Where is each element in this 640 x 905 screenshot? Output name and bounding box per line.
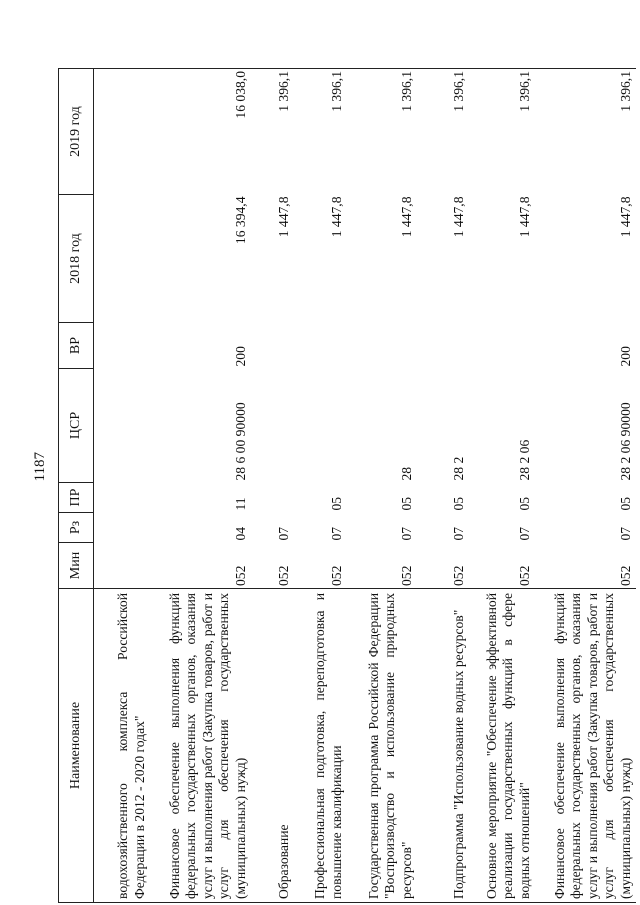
row-2018: 16 394,4 <box>232 196 248 245</box>
row-min: 052 <box>516 565 532 586</box>
row-2019: 1 396,1 <box>295 69 348 195</box>
row-csr: 28 2 <box>451 456 467 481</box>
page-number: 1187 <box>32 452 48 482</box>
row-csr <box>295 369 348 483</box>
row-2019: 16 038,0 <box>150 69 251 195</box>
row-vr <box>470 323 536 369</box>
row-min: 052 <box>328 565 344 586</box>
row-pr: 11 <box>232 497 248 511</box>
table-row <box>470 69 536 903</box>
row-vr: 200 <box>617 346 633 367</box>
header-pr: ПР <box>59 483 94 513</box>
row-name: Финансовое обеспечение выполнения функций федеральных государственных органов, оказания услуг и выполнения работ (Закупка товаров, работ и услуг для обеспечения государственных (муниципальных) нужд) <box>150 589 251 903</box>
row-min: 052 <box>398 565 414 586</box>
header-rz: Рз <box>59 513 94 543</box>
row-name: Подпрограмма "Использование водных ресурсов" <box>417 589 470 903</box>
row-pr: 05 <box>451 496 467 511</box>
row-name: водохозяйственного комплекса Российской Федерации в 2012 - 2020 годах" <box>94 589 151 903</box>
table-row <box>535 69 636 903</box>
rotated-page <box>50 0 640 905</box>
row-2019 <box>94 69 151 195</box>
row-vr <box>417 323 470 369</box>
row-csr <box>251 369 295 483</box>
row-name: Государственная программа Российской Федерации "Воспроизводство и использование природных ресурсов" <box>347 589 417 903</box>
row-vr <box>295 323 348 369</box>
row-pr: 05 <box>328 496 344 511</box>
row-2018: 1 447,8 <box>451 196 467 238</box>
row-2018: 1 447,8 <box>617 196 633 238</box>
row-min: 052 <box>232 565 248 586</box>
row-min: 052 <box>451 565 467 586</box>
row-name: Образование <box>251 589 295 903</box>
header-2019: 2019 год <box>59 69 94 195</box>
row-rz: 07 <box>617 526 633 541</box>
row-pr: 05 <box>398 496 414 511</box>
row-name: Финансовое обеспечение выполнения функций федеральных государственных органов, оказания услуг и выполнения работ (Закупка товаров, работ и услуг для обеспечения государственных (муниципальных) нужд) <box>535 589 636 903</box>
table-row <box>347 69 417 903</box>
row-vr <box>94 323 151 369</box>
row-pr <box>251 483 295 513</box>
row-rz: 07 <box>398 526 414 541</box>
row-rz: 07 <box>276 526 292 541</box>
row-csr: 28 2 06 <box>516 439 532 481</box>
row-pr: 05 <box>617 496 633 511</box>
header-vr: ВР <box>59 323 94 369</box>
row-2019: 1 396,1 <box>417 69 470 195</box>
row-rz: 04 <box>232 526 248 541</box>
row-name: Профессиональная подготовка, переподготовка и повышение квалификации <box>295 589 348 903</box>
row-csr <box>94 369 151 483</box>
header-csr: ЦСР <box>59 369 94 483</box>
row-2018 <box>94 195 151 323</box>
row-2018: 1 447,8 <box>398 196 414 238</box>
table-row <box>150 69 251 903</box>
table-row <box>295 69 348 903</box>
row-min: 052 <box>276 565 292 586</box>
row-2019: 1 396,1 <box>535 69 636 195</box>
row-vr: 200 <box>232 346 248 367</box>
table-row <box>417 69 470 903</box>
row-csr: 28 2 06 90000 <box>617 402 633 481</box>
row-min <box>94 543 151 589</box>
table-row <box>94 69 151 903</box>
header-min: Мин <box>59 543 94 589</box>
row-2018: 1 447,8 <box>516 196 532 238</box>
row-2019: 1 396,1 <box>470 69 536 195</box>
row-rz: 07 <box>451 526 467 541</box>
row-2019: 1 396,1 <box>347 69 417 195</box>
table-header-row <box>59 69 94 903</box>
row-name: Основное мероприятие "Обеспечение эффективной реализации государственных функций в сфере водных отношений" <box>470 589 536 903</box>
row-csr: 28 <box>398 466 414 481</box>
row-2018: 1 447,8 <box>276 196 292 238</box>
header-name: Наименование <box>59 589 94 903</box>
row-rz: 07 <box>328 526 344 541</box>
row-pr <box>94 483 151 513</box>
row-rz <box>94 513 151 543</box>
row-vr <box>347 323 417 369</box>
row-rz: 07 <box>516 526 532 541</box>
budget-table <box>58 68 636 903</box>
row-vr <box>251 323 295 369</box>
row-csr: 28 6 00 90000 <box>232 402 248 481</box>
row-2019: 1 396,1 <box>251 69 295 195</box>
row-min: 052 <box>617 565 633 586</box>
header-2018: 2018 год <box>59 195 94 323</box>
row-pr: 05 <box>516 496 532 511</box>
row-2018: 1 447,8 <box>328 196 344 238</box>
table-row <box>251 69 295 903</box>
